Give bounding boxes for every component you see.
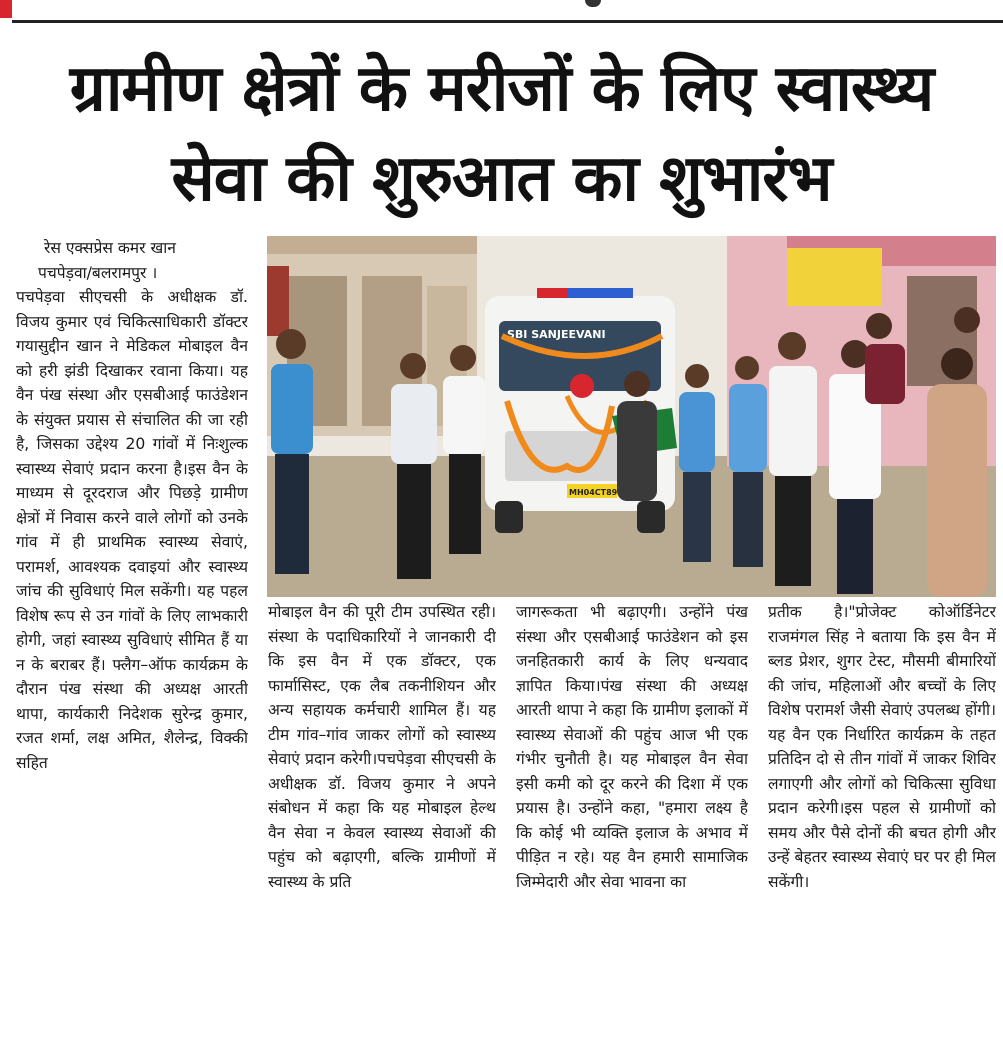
header-rule [12,20,1003,23]
headline-line-2: सेवा की शुरुआत का शुभारंभ [171,142,832,216]
section-marker [0,0,12,18]
headline-line-1: ग्रामीण क्षेत्रों के मरीजों के लिए स्वास्थ्य [69,52,934,126]
byline-reporter: रेस एक्सप्रेस कमर खान [44,239,176,257]
article-body-2: मोबाइल वैन की पूरी टीम उपस्थित रही। संस्था के पदाधिकारियों ने जानकारी दी कि इस वैन में एक डॉक्टर, एक फार्मासिस्ट, एक लैब तकनीशियन और अन्य सहायक कर्मचारी शामिल हैं। यह टीम गांव–गांव जाकर लोगों को स्वास्थ्य सेवाएं प्रदान करेगी।पचपेड़वा सीएचसी के अधीक्षक डॉ. विजय कुमार ने अपने संबोधन में कहा कि यह मोबाइल हेल्थ वैन सेवा न केवल स्वास्थ्य सेवाओं की पहुंच को बढ़ाएगी, बल्कि ग्रामीणों में स्वास्थ्य के प्रति [268,603,496,891]
byline-dateline: पचपेड़वा/बलरामपुर । [38,263,158,282]
top-ornament [585,0,601,7]
article-column-3 [516,600,748,1044]
article-column-4 [768,600,996,1044]
article-column-2 [268,600,496,1044]
van-plate-text: MH04CT89 [569,488,618,497]
article-body-1: पचपेड़वा सीएचसी के अधीक्षक डॉ. विजय कुमार एवं चिकित्साधिकारी डॉक्टर गयासुद्दीन खान ने मेडिकल मोबाइल वैन को हरी झंडी दिखाकर रवाना किया। यह वैन पंख संस्था और एसबीआई फाउंडेशन के संयुक्त प्रयास से संचालित की जा रही है, जिसका उद्देश्य 20 गांवों में निःशुल्क स्वास्थ्य सेवाएं प्रदान करना है।इस वैन के माध्यम से दूरदराज और पिछड़े ग्रामीण क्षेत्रों में निवास करने वाले लोगों को उनके गांव में ही प्राथमिक स्वास्थ्य सेवाएं, परामर्श, आवश्यक दवाइयां और स्वास्थ्य जांच की सुविधाएं मिल सकेंगी। यह पहल विशेष रूप से उन गांवों के लिए लाभकारी होगी, जहां स्वास्थ्य सुविधाएं सीमित हैं या न के बराबर हैं। फ्लैग–ऑफ कार्यक्रम के दौरान पंख संस्था की अध्यक्ष आरती थापा, कार्यकारी निदेशक सुरेन्द्र कुमार, रजत शर्मा, लक्ष अमित, शैलेन्द्र, विक्की सहित [16,288,248,772]
article-body-4: प्रतीक है।"प्रोजेक्ट कोऑर्डिनेटर राजमंगल सिंह ने बताया कि इस वैन में ब्लड प्रेशर, शुगर टेस्ट, मौसमी बीमारियों की जांच, महिलाओं और बच्चों के लिए विशेष परामर्श जैसी सेवाएं उपलब्ध होंगी। यह वैन एक निर्धारित कार्यक्रम के तहत प्रतिदिन दो से तीन गांवों में जाकर शिविर लगाएगी और लोगों को चिकित्सा सुविधा प्रदान करेगी।इस पहल से ग्रामीणों को समय और पैसे दोनों की बचत होगी और उन्हें बेहतर स्वास्थ्य सेवाएं घर पर ही मिल सकेंगी। [768,603,996,891]
article-body-3: जागरूकता भी बढ़ाएगी। उन्होंने पंख संस्था और एसबीआई फाउंडेशन को इस जनहितकारी कार्य के लिए धन्यवाद ज्ञापित किया।पंख संस्था की अध्यक्ष आरती थापा ने कहा कि ग्रामीण इलाकों में स्वास्थ्य सेवाओं की पहुंच आज भी एक गंभीर चुनौती है। यह मोबाइल वैन सेवा इसी कमी को दूर करने की दिशा में एक प्रयास है। उन्होंने कहा, "हमारा लक्ष्य है कि कोई भी व्यक्ति इलाज के अभाव में पीड़ित न रहे। यह वैन हमारी सामाजिक जिम्मेदारी और सेवा भावना का [516,603,748,891]
article-column-1 [16,236,248,1044]
news-photo [267,236,996,597]
headline [0,44,1003,224]
van-banner-text: SBI SANJEEVANI [507,328,606,341]
